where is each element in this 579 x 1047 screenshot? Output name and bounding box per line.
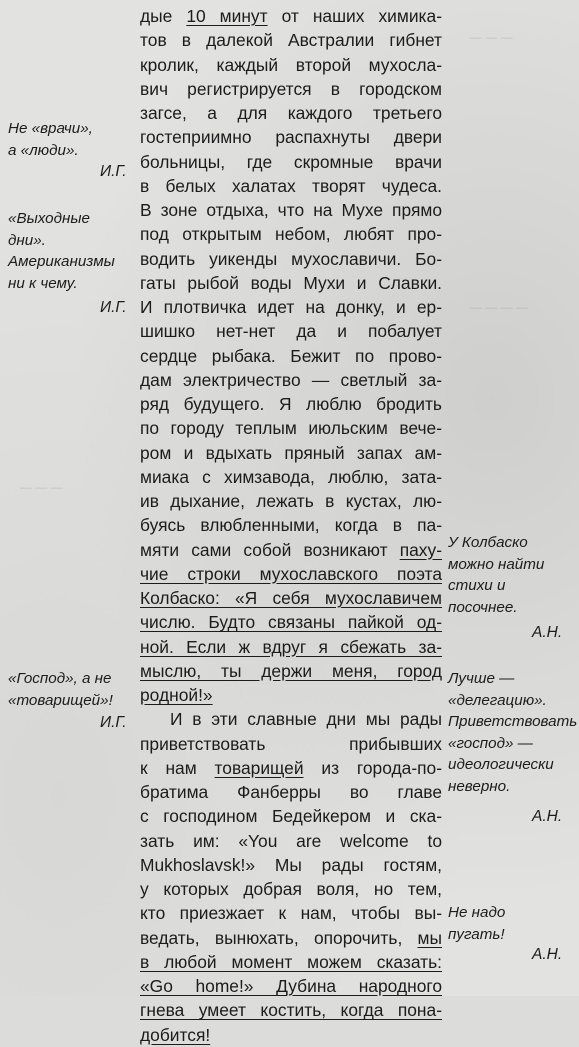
- note-line: Лучше —: [448, 670, 515, 687]
- margin-note: [8, 208, 115, 294]
- note-line: Не «врачи»,: [8, 120, 93, 137]
- text-line: Mukhoslavsk!» Мы рады гостям,: [140, 854, 442, 875]
- underlined-phrase: 10 минут: [186, 6, 268, 26]
- text-segment: от наших химика-: [267, 6, 442, 26]
- note-line: Приветствовать: [448, 713, 578, 731]
- note-line: дни».: [8, 231, 46, 249]
- text-segment: ведать, вынюхать, опорочить,: [140, 927, 418, 948]
- note-line: «делегацию».: [448, 691, 547, 709]
- text-line: братима Фанберры во главе: [140, 782, 442, 802]
- text-line: И в эти славные дни мы рады: [170, 709, 442, 730]
- text-line: вич регистрируется в городском: [140, 78, 442, 99]
- article-body: [140, 4, 442, 1047]
- text-line: [140, 4, 442, 28]
- text-line: под открытым небом, любят про-: [140, 224, 442, 245]
- text-line: [140, 1023, 442, 1047]
- note-signature: А.Н.: [532, 946, 563, 963]
- text-line: тов в далекой Австралии гибнет: [140, 30, 442, 51]
- note-signature: И.Г.: [100, 163, 127, 180]
- text-line: больницы, где скромные врачи: [140, 151, 442, 172]
- text-line: [140, 756, 442, 780]
- note-line: стихи и: [448, 577, 506, 595]
- note-line: «Выходные: [8, 210, 90, 227]
- note-line: Американизмы: [8, 253, 115, 271]
- text-line: у которых добрая воля, но тем,: [140, 879, 442, 899]
- bleed-through-text: — — —: [470, 30, 513, 44]
- margin-note: [448, 902, 505, 945]
- underlined-phrase: мы: [417, 927, 442, 948]
- text-line: гостеприимно распахнуты двери: [140, 127, 442, 148]
- text-line: [140, 926, 442, 950]
- note-line: ни к чему.: [8, 274, 78, 292]
- text-segment: к нам: [140, 757, 215, 778]
- text-line: водить уикенды мухославичи. Бо-: [140, 248, 442, 269]
- note-signature: И.Г.: [100, 299, 127, 316]
- text-line: зать им: «You are welcome to: [140, 830, 442, 851]
- note-line: «товарищей»!: [8, 691, 113, 709]
- note-line: Не надо: [448, 904, 506, 921]
- note-signature: И.Г.: [100, 714, 127, 731]
- text-line: И плотвичка идет на донку, и ер-: [140, 297, 442, 317]
- text-line: числю. Будто связаны пайкой од-: [140, 612, 442, 633]
- text-line: кролик, каждый второй мухосла-: [140, 54, 442, 75]
- text-line: ив дыхание, лежать в кустах, лю-: [140, 491, 442, 511]
- underlined-phrase: родной!»: [140, 685, 213, 705]
- underlined-phrase: добится!: [140, 1024, 211, 1045]
- text-line: в белых халатах творят чудеса.: [140, 175, 442, 196]
- text-line: буясь влюбленными, когда в па-: [140, 515, 442, 536]
- note-signature: А.Н.: [532, 808, 563, 825]
- text-line: миака с химзавода, люблю, зата-: [140, 466, 442, 487]
- text-line: [140, 683, 442, 707]
- note-signature: А.Н.: [532, 624, 563, 641]
- text-segment: дые: [140, 6, 187, 26]
- note-line: «Господ», а не: [8, 670, 112, 687]
- text-line: в любой момент можем сказать:: [140, 951, 442, 972]
- underlined-phrase: товарищей: [214, 757, 304, 778]
- text-line: ром и вдыхать пряный запах ам-: [140, 442, 442, 463]
- text-segment: из города-по-: [303, 757, 442, 778]
- text-line: по городу теплым июльским вече-: [140, 418, 442, 439]
- text-segment: кто приезжает к нам, чтобы вы-: [140, 903, 442, 924]
- bleed-through-text: — — —: [20, 480, 63, 494]
- note-line: неверно.: [448, 777, 511, 795]
- text-line: сердце рыбака. Бежит по прово-: [140, 345, 442, 366]
- text-line: гнева умеет костить, когда пона-: [140, 1000, 442, 1021]
- text-line: с господином Бедейкером и ска-: [140, 806, 442, 827]
- text-line: [140, 901, 442, 925]
- text-line: загсе, а для каждого третьего: [140, 103, 442, 123]
- note-line: можно найти: [448, 555, 545, 573]
- note-line: пугать!: [448, 925, 505, 943]
- text-line: [140, 538, 442, 562]
- note-line: идеологически: [448, 756, 554, 774]
- note-line: «господ» —: [448, 734, 533, 752]
- underlined-phrase: паху-: [399, 539, 442, 560]
- margin-note: [8, 118, 93, 161]
- text-segment: мяти сами собой возникают: [140, 539, 400, 560]
- margin-note: [8, 668, 113, 711]
- text-line: дам электричество — светлый за-: [140, 369, 442, 390]
- margin-note: [448, 668, 577, 798]
- text-line: чие строки мухославского поэта: [140, 563, 442, 584]
- bleed-through-text: — — — —: [470, 300, 529, 314]
- text-line: приветствовать прибывших: [140, 733, 442, 754]
- note-line: У Колбаско: [448, 534, 528, 551]
- text-line: ной. Если ж вдруг я сбежать за-: [140, 636, 442, 657]
- text-line: шишко нет-нет да и побалует: [140, 321, 442, 342]
- text-line: гаты рыбой воды Мухи и Славки.: [140, 272, 442, 293]
- margin-note: [448, 532, 544, 618]
- text-line: ряд будущего. Я люблю бродить: [140, 394, 442, 414]
- text-line: В зоне отдыха, что на Мухе прямо: [140, 200, 442, 220]
- text-line: «Go home!» Дубина народного: [140, 976, 442, 996]
- text-line: Колбаско: «Я себя мухославичем: [140, 588, 442, 608]
- text-line: мыслю, ты держи меня, город: [140, 660, 442, 681]
- note-line: а «люди».: [8, 141, 79, 159]
- note-line: посочнее.: [448, 598, 518, 616]
